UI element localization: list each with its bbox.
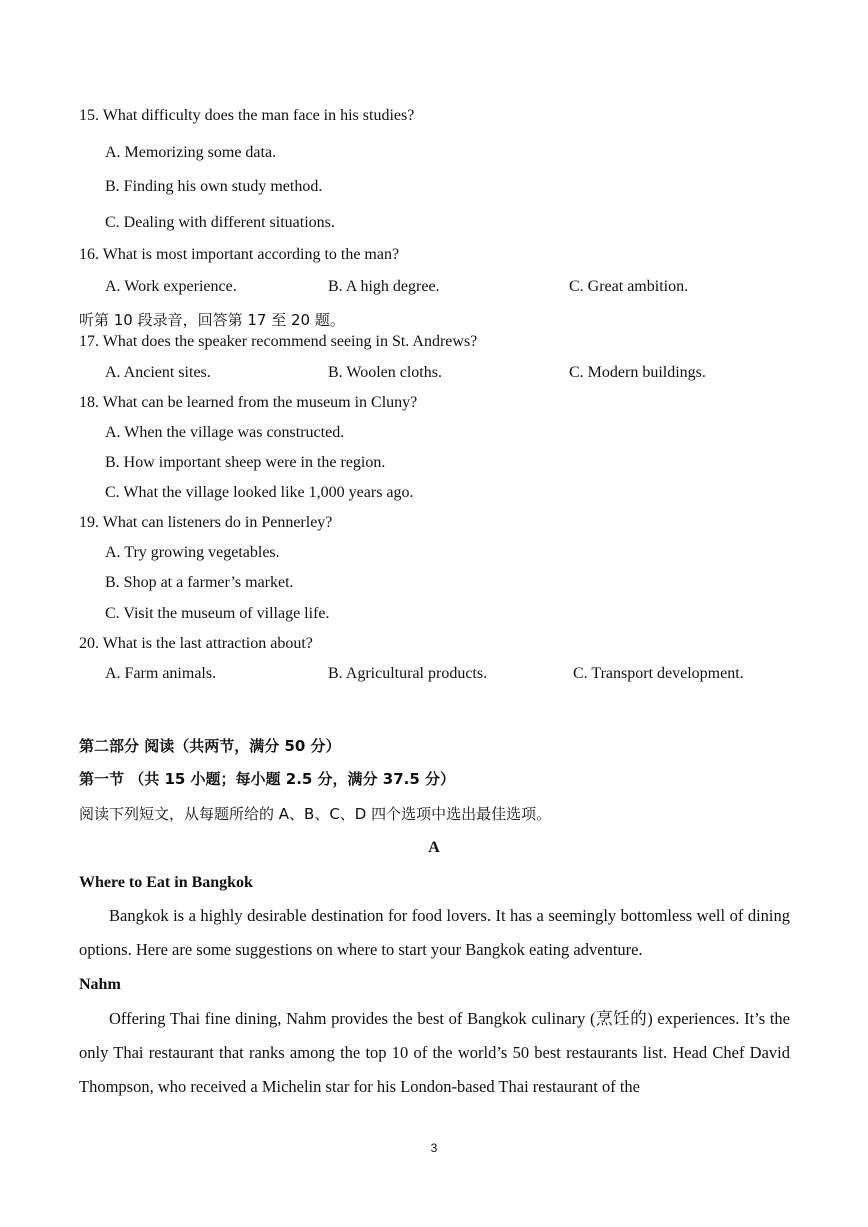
question-20-stem: 20. What is the last attraction about?: [79, 635, 313, 652]
question-17-option-a: A. Ancient sites.: [105, 364, 211, 381]
question-18-stem: 18. What can be learned from the museum in Cluny?: [79, 394, 418, 411]
question-18-option-c: C. What the village looked like 1,000 years ago.: [105, 484, 414, 501]
nahm-paragraph: [79, 1002, 790, 1104]
passage-title: Where to Eat in Bangkok: [79, 874, 253, 891]
reading-instruction: 阅读下列短文，从每题所给的 A、B、C、D 四个选项中选出最佳选项。: [79, 805, 552, 823]
part-two-heading: 第二部分 阅读（共两节，满分 50 分）: [79, 737, 341, 755]
question-16-option-a: A. Work experience.: [105, 278, 237, 295]
question-16-option-b: B. A high degree.: [328, 278, 440, 295]
question-19-option-c: C. Visit the museum of village life.: [105, 605, 330, 622]
question-17-stem: 17. What does the speaker recommend seeing in St. Andrews?: [79, 333, 478, 350]
question-16-stem: 16. What is most important according to the man?: [79, 246, 400, 263]
question-19-option-a: A. Try growing vegetables.: [105, 544, 280, 561]
restaurant-subheading: Nahm: [79, 976, 121, 993]
intro-text: Bangkok is a highly desirable destination for food lovers. It has a seemingly bottomless well of dining options. Here are some suggestions on where to start your Bangkok eating adventure.: [79, 906, 790, 959]
question-15-stem: 15. What difficulty does the man face in his studies?: [79, 107, 415, 124]
question-19-option-b: B. Shop at a farmer’s market.: [105, 574, 294, 591]
passage-letter: A: [428, 839, 440, 856]
question-20-option-b: B. Agricultural products.: [328, 665, 488, 682]
question-20-option-c: C. Transport development.: [573, 665, 744, 682]
question-15-option-b: B. Finding his own study method.: [105, 178, 323, 195]
question-17-option-b: B. Woolen cloths.: [328, 364, 442, 381]
section-one-heading: 第一节 （共 15 小题；每小题 2.5 分，满分 37.5 分）: [79, 770, 456, 788]
nahm-text: Offering Thai fine dining, Nahm provides the best of Bangkok culinary (烹饪的) experiences. It’s the only Thai restaurant that ranks among the top 10 of the world’s 50 best restaurants list. Head Chef David Thompson, who received a Michelin star for his London-based Thai restaurant of the: [79, 1009, 790, 1096]
listening-instruction: 听第 10 段录音，回答第 17 至 20 题。: [79, 311, 345, 329]
question-15-option-c: C. Dealing with different situations.: [105, 214, 335, 231]
question-20-option-a: A. Farm animals.: [105, 665, 217, 682]
question-18-option-a: A. When the village was constructed.: [105, 424, 345, 441]
question-18-option-b: B. How important sheep were in the region.: [105, 454, 386, 471]
question-16-option-c: C. Great ambition.: [569, 278, 689, 295]
intro-paragraph: [79, 899, 790, 967]
question-17-option-c: C. Modern buildings.: [569, 364, 706, 381]
question-19-stem: 19. What can listeners do in Pennerley?: [79, 514, 333, 531]
question-15-option-a: A. Memorizing some data.: [105, 144, 277, 161]
page-number: 3: [430, 1141, 438, 1155]
